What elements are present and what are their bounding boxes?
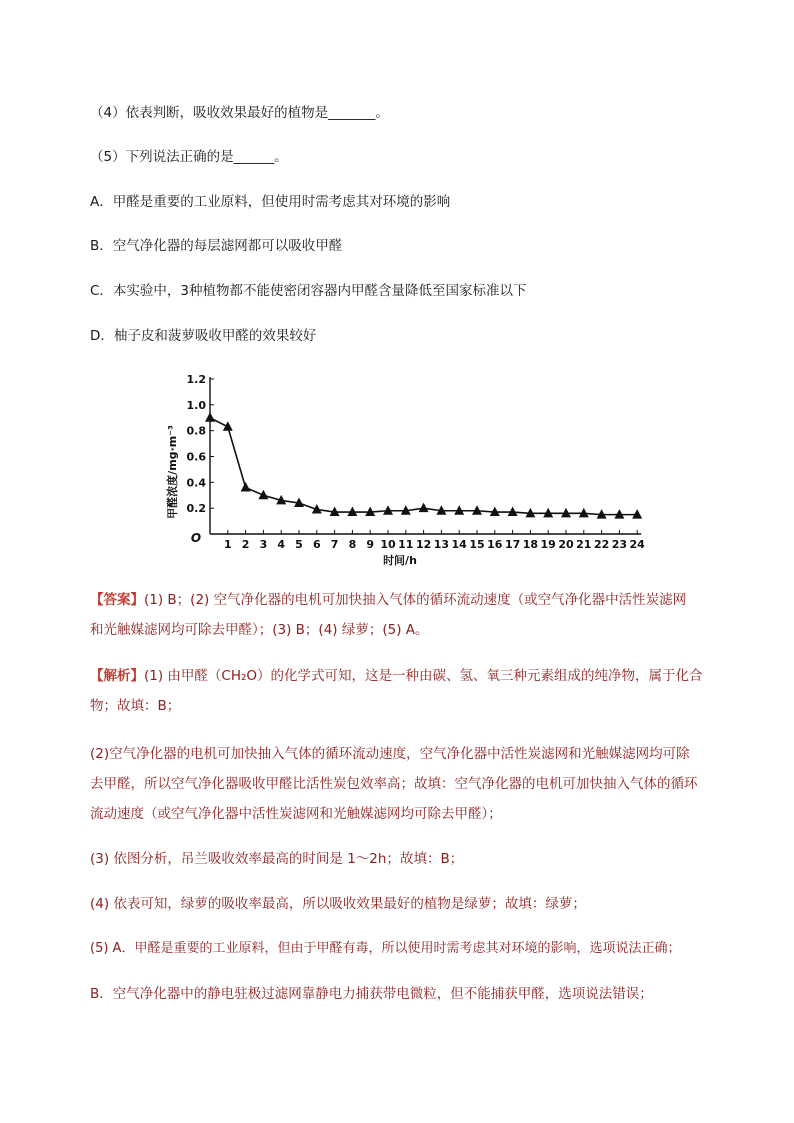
analysis-line-8: (5) A．甲醛是重要的工业原料，但由于甲醛有毒，所以使用时需考虑其对环境的影响，选项说法正确； — [90, 941, 681, 956]
x-tick-label: 11 — [398, 538, 414, 551]
y-tick-label: 1.2 — [186, 373, 206, 386]
analysis-line-1 — [90, 661, 730, 691]
data-point — [241, 482, 251, 492]
data-point — [223, 421, 233, 431]
x-tick-label: 5 — [295, 538, 303, 551]
question-5: （5）下列说法正确的是______。 — [90, 149, 288, 165]
x-tick-label: 10 — [380, 538, 396, 551]
analysis-line-8-wrap — [90, 934, 730, 964]
x-tick-label: 1 — [223, 538, 232, 551]
analysis-line-6-wrap — [90, 844, 730, 874]
analysis-line-4: 去甲醛，所以空气净化器吸收甲醛比活性炭包效率高；故填：空气净化器的电机可加快抽入气体的循环 — [90, 776, 698, 792]
analysis-line-2: 物；故填：B； — [90, 698, 181, 714]
x-tick-label: 15 — [469, 538, 485, 551]
analysis-text-1: (1) 由甲醛（CH₂O）的化学式可知，这是一种由碳、氢、氧三种元素组成的纯净物，属于化合 — [144, 668, 703, 684]
x-tick-label: 21 — [576, 538, 592, 551]
question-4: （4）依表判断，吸收效果最好的植物是_______。 — [90, 105, 389, 121]
chart-ticks — [187, 373, 646, 551]
series-line — [210, 418, 637, 515]
option-d: D．柚子皮和菠萝吸收甲醛的效果较好 — [90, 328, 317, 344]
x-tick-label: 24 — [629, 538, 645, 551]
x-tick-label: 7 — [330, 538, 339, 551]
y-tick-label: 0.6 — [186, 450, 206, 464]
y-tick-label: 0.2 — [186, 502, 206, 516]
x-tick-label: 18 — [522, 538, 539, 551]
x-tick-label: 4 — [277, 538, 286, 551]
analysis-line-5: 流动速度（或空气净化器中活性炭滤网和光触媒滤网均可除去甲醛）； — [90, 806, 502, 822]
origin-label: O — [190, 531, 202, 545]
analysis-block-2 — [90, 739, 730, 829]
analysis-line-7-wrap — [90, 889, 730, 919]
x-tick-label: 22 — [593, 538, 610, 551]
y-tick-label: 0.8 — [186, 424, 206, 438]
option-b: B．空气净化器的每层滤网都可以吸收甲醛 — [90, 238, 343, 254]
x-tick-label: 13 — [433, 538, 450, 551]
x-tick-label: 19 — [540, 538, 556, 551]
chart-points — [205, 412, 642, 518]
x-tick-label: 17 — [504, 538, 521, 551]
answer-block — [90, 585, 730, 645]
y-tick-label: 1.0 — [186, 398, 206, 412]
analysis-line-7: (4) 依表可知，绿萝的吸收率最高，所以吸收效果最好的植物是绿萝；故填：绿萝； — [90, 896, 586, 912]
y-axis-title: 甲醛浓度/mg·m⁻³ — [166, 425, 179, 519]
answer-text-1: (1) B；(2) 空气净化器的电机可加快抽入气体的循环流动速度（或空气净化器中活性炭滤网 — [144, 592, 687, 608]
formaldehyde-chart — [160, 362, 660, 572]
analysis-line-3: (2)空气净化器的电机可加快抽入气体的循环流动速度，空气净化器中活性炭滤网和光触媒滤网均可除 — [90, 746, 690, 762]
analysis-tag: 【解析】 — [90, 668, 144, 684]
y-tick-label: 0.4 — [186, 476, 206, 490]
x-tick-label: 12 — [415, 538, 432, 551]
data-point — [205, 412, 215, 422]
x-tick-label: 8 — [348, 538, 357, 551]
option-c: C．本实验中，3种植物都不能使密闭容器内甲醛含量降低至国家标准以下 — [90, 283, 527, 299]
analysis-line-9: B．空气净化器中的静电驻极过滤网靠静电力捕获带电微粒，但不能捕获甲醛，选项说法错误； — [90, 986, 653, 1002]
x-tick-label: 14 — [451, 538, 467, 551]
option-a: A．甲醛是重要的工业原料，但使用时需考虑其对环境的影响 — [90, 194, 451, 210]
analysis-block — [90, 661, 730, 721]
x-tick-label: 20 — [558, 538, 574, 551]
answer-line-2: 和光触媒滤网均可除去甲醛）；(3) B；(4) 绿萝；(5) A。 — [90, 622, 429, 638]
x-tick-label: 9 — [366, 538, 375, 551]
x-tick-label: 16 — [487, 538, 503, 551]
analysis-line-9-wrap — [90, 979, 730, 1009]
x-tick-label: 23 — [611, 538, 628, 551]
answer-tag: 【答案】 — [90, 592, 144, 608]
data-point — [419, 503, 429, 513]
x-tick-label: 3 — [259, 538, 268, 551]
x-axis-title: 时间/h — [383, 554, 417, 567]
analysis-line-6: (3) 依图分析，吊兰吸收效率最高的时间是 1～2h；故填：B； — [90, 851, 464, 867]
x-tick-label: 6 — [312, 538, 321, 551]
x-tick-label: 2 — [241, 538, 250, 551]
answer-line-1 — [90, 585, 730, 615]
